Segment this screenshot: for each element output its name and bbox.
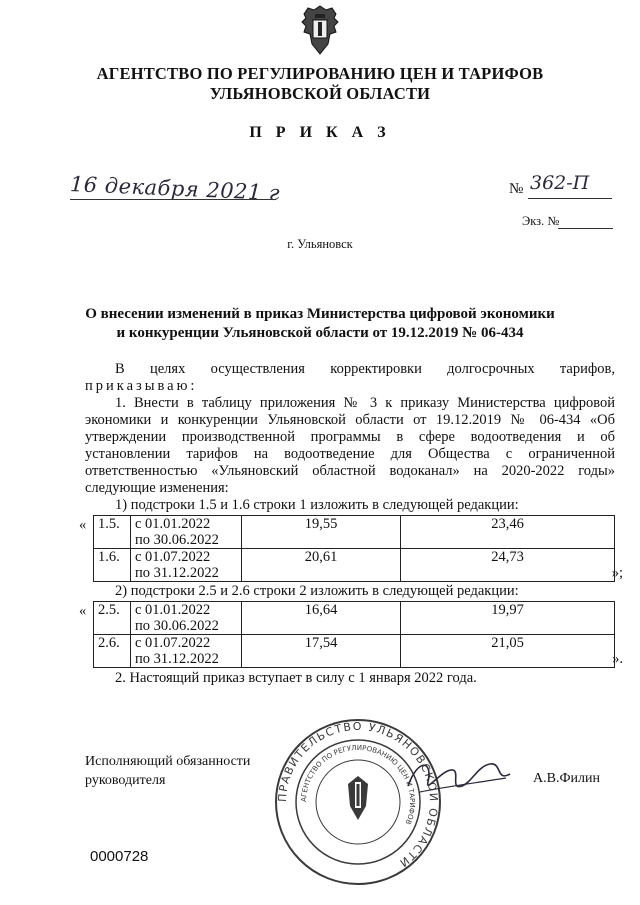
period-cell-text: с 01.07.2022 <box>135 635 211 651</box>
open-quote-2: « <box>79 603 87 619</box>
document-body <box>79 361 623 687</box>
tariff-value-1-cell-text: 19,55 <box>304 516 338 532</box>
item-2-paragraph: 2. Настоящий приказ вступает в силу с 1 января 2022 года. <box>115 670 477 686</box>
tariff-value-1-cell <box>242 516 401 549</box>
coat-of-arms-icon <box>298 4 342 56</box>
table-row <box>94 635 615 668</box>
period-cell-text: с 01.01.2022 <box>135 516 211 532</box>
orders-word: приказываю: <box>85 378 198 394</box>
seal-inner-text: АГЕНТСТВО ПО РЕГУЛИРОВАНИЮ ЦЕН И ТАРИФОВ <box>299 743 417 826</box>
row-number-cell <box>94 635 131 668</box>
period-cell <box>131 602 242 635</box>
tariff-table-1 <box>93 515 615 582</box>
item-1-paragraph: 1. Внести в таблицу приложения № 3 к приказу Министерства цифровой экономики и конкуренции Ульяновской области от 19.12.2019 № 06-434 «Об утверждении производственной программы в сфере водоотведения и об установлении тарифов на водоотведение для Общества с ограниченной ответственностью «Ульяновский областной водоканал» на 2020-2022 годы» следующие изменения: <box>85 395 615 496</box>
tariff-value-1-cell <box>242 549 401 582</box>
tariff-value-2-cell-text: 23,46 <box>491 516 524 532</box>
period-cell <box>131 549 242 582</box>
row-number-cell-text: 2.6. <box>98 635 120 651</box>
sub-item-2: 2) подстроки 2.5 и 2.6 строки 2 изложить в следующей редакции: <box>115 583 519 599</box>
close-quote-2: ». <box>612 651 623 667</box>
sub-item-1: 1) подстроки 1.5 и 1.6 строки 1 изложить в следующей редакции: <box>115 497 519 513</box>
position-line1: Исполняющий обязанности <box>85 754 251 769</box>
tariff-value-1-cell-text: 20,61 <box>304 549 338 565</box>
period-cell-text: по 31.12.2022 <box>135 565 219 581</box>
tariff-value-2-cell-text: 19,97 <box>491 602 524 618</box>
close-quote-1: »; <box>611 565 623 581</box>
document-subject <box>60 305 580 343</box>
table-row <box>94 516 615 549</box>
period-cell-text: по 31.12.2022 <box>135 651 219 667</box>
row-number-cell <box>94 602 131 635</box>
copy-number-label: Экз. № <box>522 214 560 228</box>
subject-line1: О внесении изменений в приказ Министерства цифровой экономики <box>85 306 555 322</box>
table-row <box>94 602 615 635</box>
table-1-wrapper <box>79 515 623 582</box>
row-number-cell-text: 2.5. <box>98 602 120 618</box>
subject-line2: и конкуренции Ульяновской области от 19.12.2019 № 06-434 <box>116 325 524 341</box>
signatory-position <box>85 752 250 790</box>
tariff-value-2-cell <box>401 635 615 668</box>
period-cell-text: с 01.01.2022 <box>135 602 211 618</box>
copy-number-line <box>558 228 613 229</box>
seal-outer-text: ПРАВИТЕЛЬСТВО УЛЬЯНОВСКОЙ ОБЛАСТИ <box>275 719 441 871</box>
tariff-value-2-cell <box>401 602 615 635</box>
tariff-value-1-cell-text: 17,54 <box>304 635 338 651</box>
document-serial-number: 0000728 <box>90 848 149 865</box>
tariff-table-2 <box>93 601 615 668</box>
organization-name-line1: АГЕНТСТВО ПО РЕГУЛИРОВАНИЮ ЦЕН И ТАРИФОВ <box>96 64 544 83</box>
handwritten-order-number: 362-П <box>530 172 590 194</box>
table-row <box>94 549 615 582</box>
position-line2: руководителя <box>85 773 166 788</box>
handwritten-signature <box>398 748 518 808</box>
tariff-value-1-cell-text: 16,64 <box>304 602 338 618</box>
table-2-wrapper <box>79 601 623 668</box>
row-number-cell <box>94 549 131 582</box>
seal-emblem-icon <box>348 776 368 820</box>
tariff-value-1-cell <box>242 602 401 635</box>
tariff-value-2-cell <box>401 516 615 549</box>
period-cell <box>131 635 242 668</box>
row-number-cell-text: 1.5. <box>98 516 120 532</box>
row-number-cell-text: 1.6. <box>98 549 120 565</box>
organization-name-line2: УЛЬЯНОВСКОЙ ОБЛАСТИ <box>209 84 431 103</box>
period-cell <box>131 516 242 549</box>
intro-paragraph: В целях осуществления корректировки долгосрочных тарифов, <box>115 361 615 377</box>
signatory-name: А.В.Филин <box>533 771 600 786</box>
open-quote-1: « <box>79 517 87 533</box>
number-prefix: № <box>509 181 524 197</box>
period-cell-text: по 30.06.2022 <box>135 532 219 548</box>
tariff-value-2-cell-text: 24,73 <box>491 549 524 565</box>
tariff-value-2-cell-text: 21,05 <box>491 635 524 651</box>
period-cell-text: по 30.06.2022 <box>135 618 219 634</box>
row-number-cell <box>94 516 131 549</box>
handwritten-date: 16 декабря 2021 г <box>69 172 281 206</box>
date-underline <box>70 199 276 200</box>
period-cell-text: с 01.07.2022 <box>135 549 211 565</box>
tariff-value-1-cell <box>242 635 401 668</box>
tariff-value-2-cell <box>401 549 615 582</box>
city: г. Ульяновск <box>287 237 353 251</box>
document-type-title: П Р И К А З <box>249 124 391 141</box>
number-underline <box>528 198 612 199</box>
